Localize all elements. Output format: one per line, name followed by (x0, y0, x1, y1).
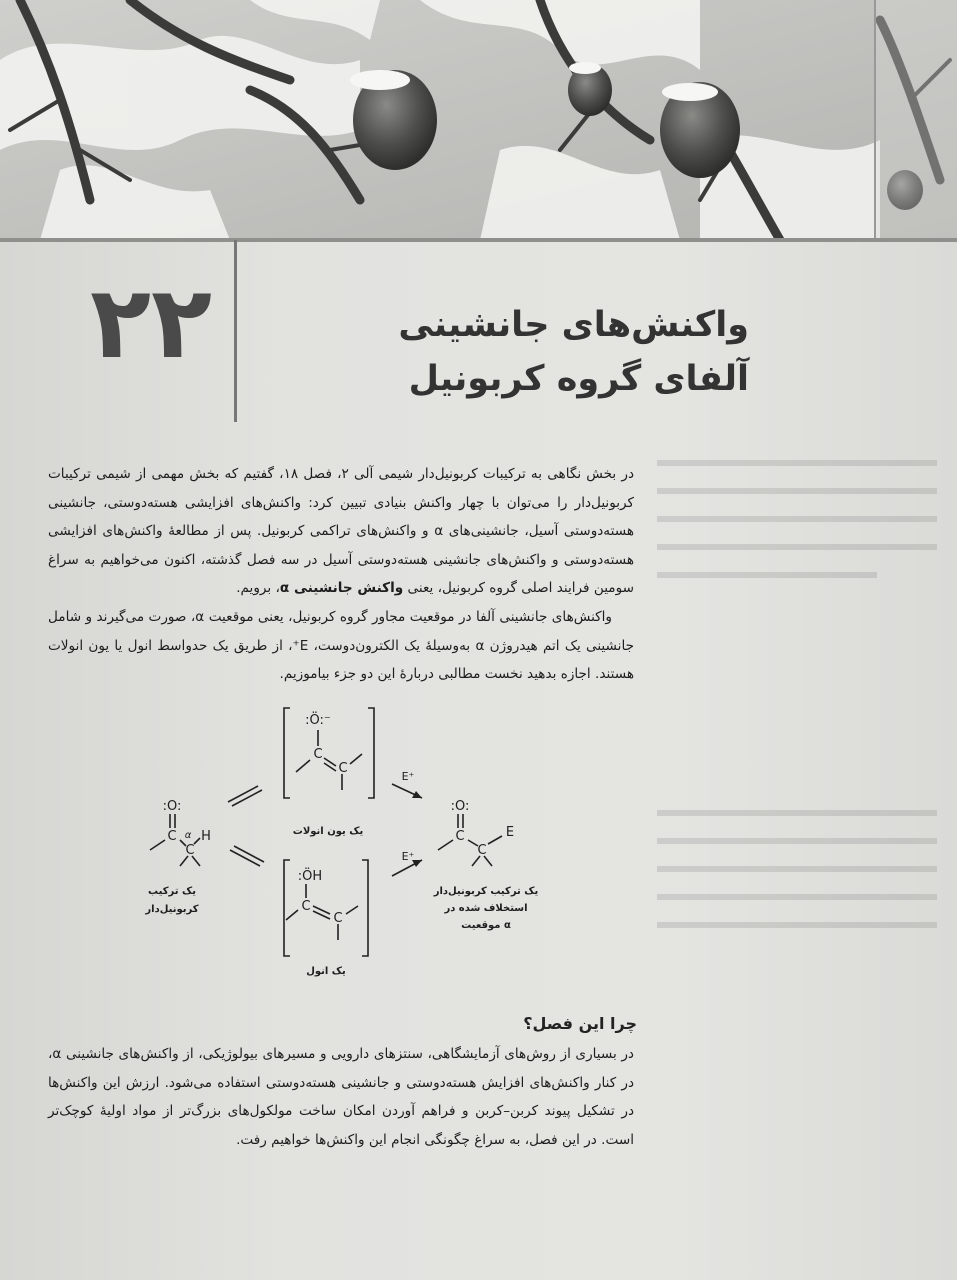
product-carbonyl-carbon: C (455, 829, 465, 844)
alpha-symbol: α (184, 830, 192, 841)
chapter-title (398, 298, 749, 406)
chapter-title-line-2: آلفای گروه کربونیل (408, 359, 749, 399)
reagent-lower: E⁺ (401, 850, 415, 863)
product-label-line-3: موقعیت α (461, 920, 511, 931)
intro-paragraph-1-end: ، برویم. (236, 580, 280, 597)
intro-text (48, 460, 634, 689)
enol-carbon-2: C (333, 911, 343, 926)
header-photo (0, 0, 957, 240)
section-heading: چرا این فصل؟ (523, 1014, 637, 1033)
product-label-line-2: استخلاف شده در (444, 903, 528, 914)
section-paragraph: در بسیاری از روش‌های آزمایشگاهی، سنتزهای دارویی و مسیرهای بیولوژیکی، از واکنش‌های جانشینی α، در کنار واکنش‌های افزایش هسته‌دوستی و جانشینی هسته‌دوستی استفاده می‌شود. ارزش این واکنش‌ها در تشکیل پیوند کربن–کربن و فراهم آوردن امکان ساخت مولکول‌های بزرگ‌تر از مواد اولیهٔ کوچک‌تر است. در این فصل، به سراغ چگونگی انجام این واکنش‌ها خواهیم رفت. (48, 1046, 634, 1148)
carbonyl-label-line-1: یک ترکیب (148, 886, 196, 897)
alpha-hydrogen: H (201, 829, 211, 844)
section-body (48, 1040, 634, 1154)
intro-paragraph-1-text: در بخش نگاهی به ترکیبات کربونیل‌دار شیمی آلی ۲، فصل ۱۸، گفتیم که بخش مهمی از شیمی ترکیبات کربونیل‌دار را می‌توان با چهار واکنش بنیادی تبیین کرد: واکنش‌های افزایشی هسته‌دوستی، جانشینی هسته‌دوستی آسیل، جانشینی‌های α و واکنش‌های تراکمی کربونیل. پس از مطالعهٔ واکنش‌های افزایشی هسته‌دوستی و واکنش‌های جانشینی هسته‌دوستی آسیل در سه فصل گذشته، اکنون می‌خواهیم به سراغ سومین فرایند اصلی گروه کربونیل، یعنی (48, 466, 634, 597)
chapter-number: ۲۲ (90, 264, 213, 381)
bleed-through-shadow (637, 440, 957, 1180)
intro-paragraph-1 (48, 460, 634, 603)
enolate-carbon-2: C (338, 761, 348, 776)
enol-bracket-right (362, 860, 368, 956)
alpha-carbon: C (185, 843, 195, 858)
enol-label: یک انول (306, 966, 346, 977)
enol-carbon-1: C (301, 899, 311, 914)
enol-hydroxyl: :ÖH (297, 869, 323, 884)
reagent-upper: E⁺ (401, 770, 415, 783)
chapter-divider (234, 240, 237, 422)
enolate-oxygen: :Ö:⁻ (305, 713, 331, 728)
chapter-title-line-1: واکنش‌های جانشینی (398, 305, 749, 345)
carbonyl-label-line-2: کربونیل‌دار (145, 904, 199, 915)
product-electrophile: E (505, 825, 515, 840)
enolate-label: یک یون انولات (292, 826, 364, 837)
carbonyl-carbon: C (167, 829, 177, 844)
enol-bracket-left (284, 860, 290, 956)
enolate-bracket-left (284, 708, 290, 798)
header-photo-border (0, 238, 957, 242)
intro-paragraph-2: واکنش‌های جانشینی آلفا در موقعیت مجاور گروه کربونیل، یعنی موقعیت α، صورت می‌گیرند و شامل جانشینی یک اتم هیدروژن α به‌وسیلهٔ یک الکترون‌دوست، E⁺، از طریق یک حدواسط انول یا یون انولات هستند. اجازه بدهید نخست مطالبی دربارهٔ این دو جزء بیاموزیم. (48, 608, 634, 683)
intro-bold-term: واکنش جانشینی α (279, 580, 404, 597)
carbonyl-oxygen: :O: (162, 799, 182, 814)
enolate-carbon-1: C (313, 747, 323, 762)
product-oxygen: :O: (450, 799, 470, 814)
alpha-substitution-diagram (110, 700, 610, 990)
product-alpha-carbon: C (477, 843, 487, 858)
product-label-line-1: یک ترکیب کربونیل‌دار (433, 886, 539, 897)
enolate-bracket-right (368, 708, 374, 798)
snowy-branch-illustration (0, 0, 957, 240)
